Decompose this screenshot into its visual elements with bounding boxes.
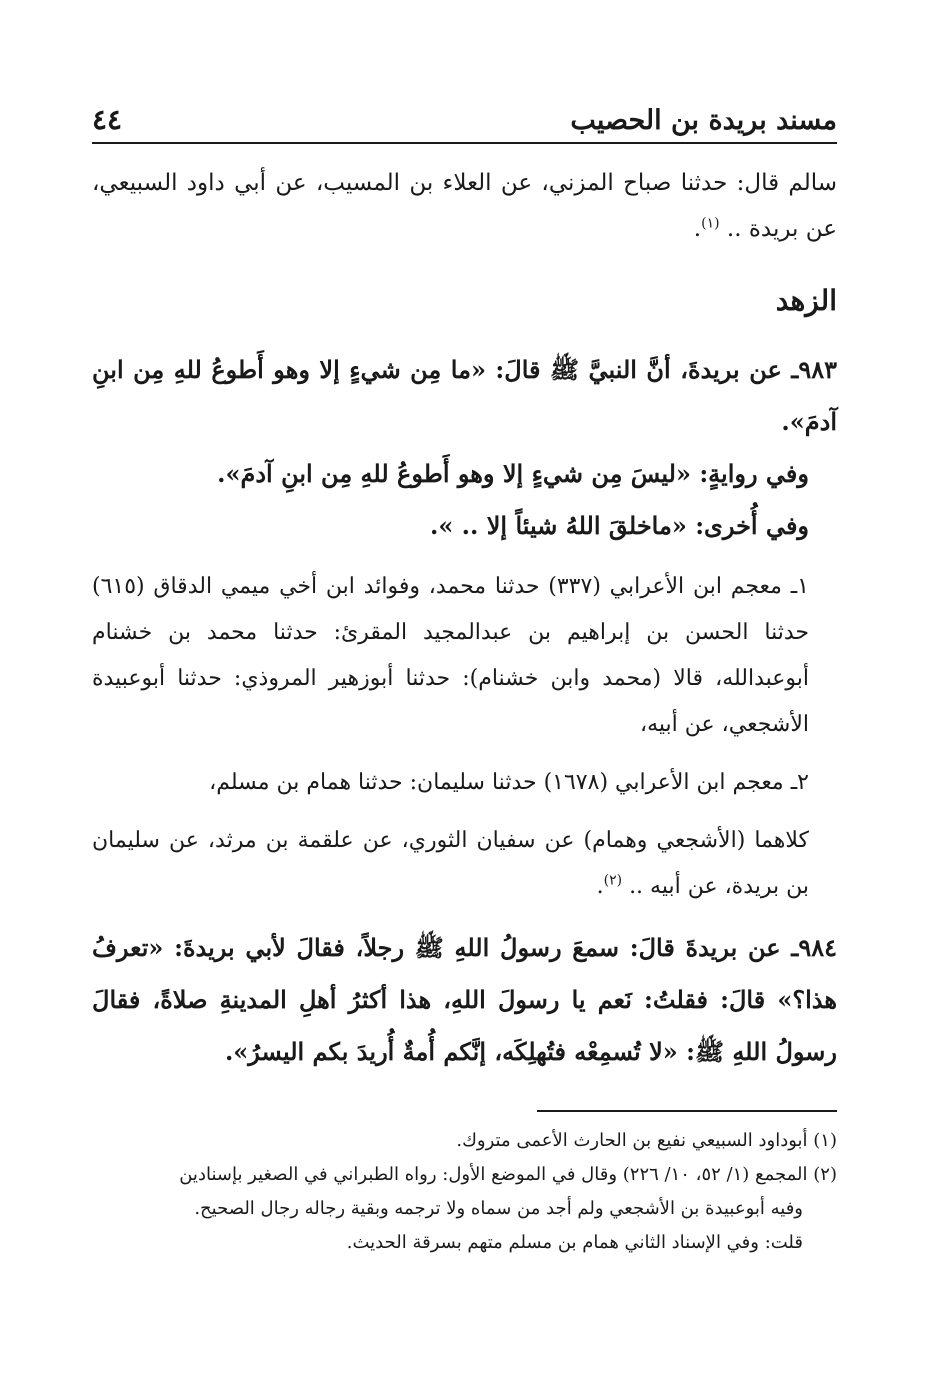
footnote-ref-1: (١) bbox=[701, 215, 720, 232]
intro-line-2: بريدة .. bbox=[726, 216, 799, 242]
intro-paragraph: سالم قال: حدثنا صباح المزني، عن العلاء بن المسيب، عن أبي داود السبيعي، عن بريدة .. $^{(١)}$. bbox=[92, 170, 837, 242]
intro-line-1: سالم قال: حدثنا صباح المزني، عن العلاء بن المسيب، عن أبي داود السبيعي، عن bbox=[92, 170, 837, 242]
footnote-2-line-1: (٢) المجمع (١/ ٥٢، ١٠/ ٢٢٦) وقال في الموضع الأول: رواه الطبراني في الصغير بإسنادين bbox=[179, 1164, 837, 1185]
source-combined-text: كلاهما (الأشجعي وهمام) عن سفيان الثوري، عن علقمة بن مرثد، عن سليمان بن بريدة، عن أبيه .. bbox=[92, 828, 809, 899]
hadith-983: ٩٨٣ـ عن بريدةَ، أنَّ النبيَّ ﷺ قالَ: «ما مِن شيءٍ إلا وهو أَطوعُ للهِ مِن ابنِ آدمَ». bbox=[92, 355, 837, 436]
main-text bbox=[92, 160, 837, 1078]
footnote-1: (١) أبوداود السبيعي نفيع بن الحارث الأعمى متروك. bbox=[456, 1130, 837, 1151]
page-number: ٤٤ bbox=[92, 103, 123, 136]
footnote-2-line-2: وفيه أبوعبيدة بن الأشجعي ولم أجد من سماه ولا ترجمه وبقية رجاله رجال الصحيح. bbox=[194, 1198, 803, 1219]
running-title: مسند بريدة بن الحصيب bbox=[570, 105, 837, 136]
footnote-2-line-3: قلت: وفي الإسناد الثاني همام بن مسلم متهم بسرقة الحديث. bbox=[346, 1232, 803, 1253]
footnote-ref-2: (٢) bbox=[603, 872, 623, 889]
page-header bbox=[92, 96, 837, 144]
source-combined: كلاهما (الأشجعي وهمام) عن سفيان الثوري، عن علقمة بن مرثد، عن سليمان بن بريدة، عن أبيه .. $^{(٢)}$. bbox=[92, 828, 809, 899]
section-title: الزهد bbox=[775, 284, 837, 317]
footnotes bbox=[92, 1124, 837, 1260]
hadith-983-variant-2: وفي أُخرى: «ماخلقَ اللهُ شيئاً إلا .. ». bbox=[429, 511, 809, 540]
source-1: ١ـ معجم ابن الأعرابي (٣٣٧) حدثنا محمد، وفوائد ابن أخي ميمي الدقاق (٦١٥) حدثنا الحسن بن إبراهيم بن عبدالمجيد المقرئ: حدثنا محمد بن خشنام أبوعبدالله، قالا (محمد وابن خشنام): حدثنا أبوزهير المروذي: حدثنا أبوعبيدة الأشجعي، عن أبيه، bbox=[92, 574, 809, 737]
hadith-983-variant-1: وفي روايةٍ: «ليسَ مِن شيءٍ إلا وهو أَطوعُ للهِ مِن ابنِ آدمَ». bbox=[217, 459, 809, 488]
hadith-984: ٩٨٤ـ عن بريدةَ قالَ: سمعَ رسولُ اللهِ ﷺ رجلاً، فقالَ لأبي بريدةَ: «تعرفُ هذا؟» قالَ: فقلتُ: نَعم يا رسولَ اللهِ، هذا أكثرُ أهلِ المدينةِ صلاةً، فقالَ رسولُ اللهِ ﷺ: «لا تُسمِعْه فتُهلِكَه، إنَّكم أُمةٌ أُريدَ بكم اليسرُ». bbox=[92, 933, 837, 1066]
footnote-divider bbox=[537, 1110, 837, 1112]
source-2: ٢ـ معجم ابن الأعرابي (١٦٧٨) حدثنا سليمان: حدثنا همام بن مسلم، bbox=[209, 770, 809, 795]
